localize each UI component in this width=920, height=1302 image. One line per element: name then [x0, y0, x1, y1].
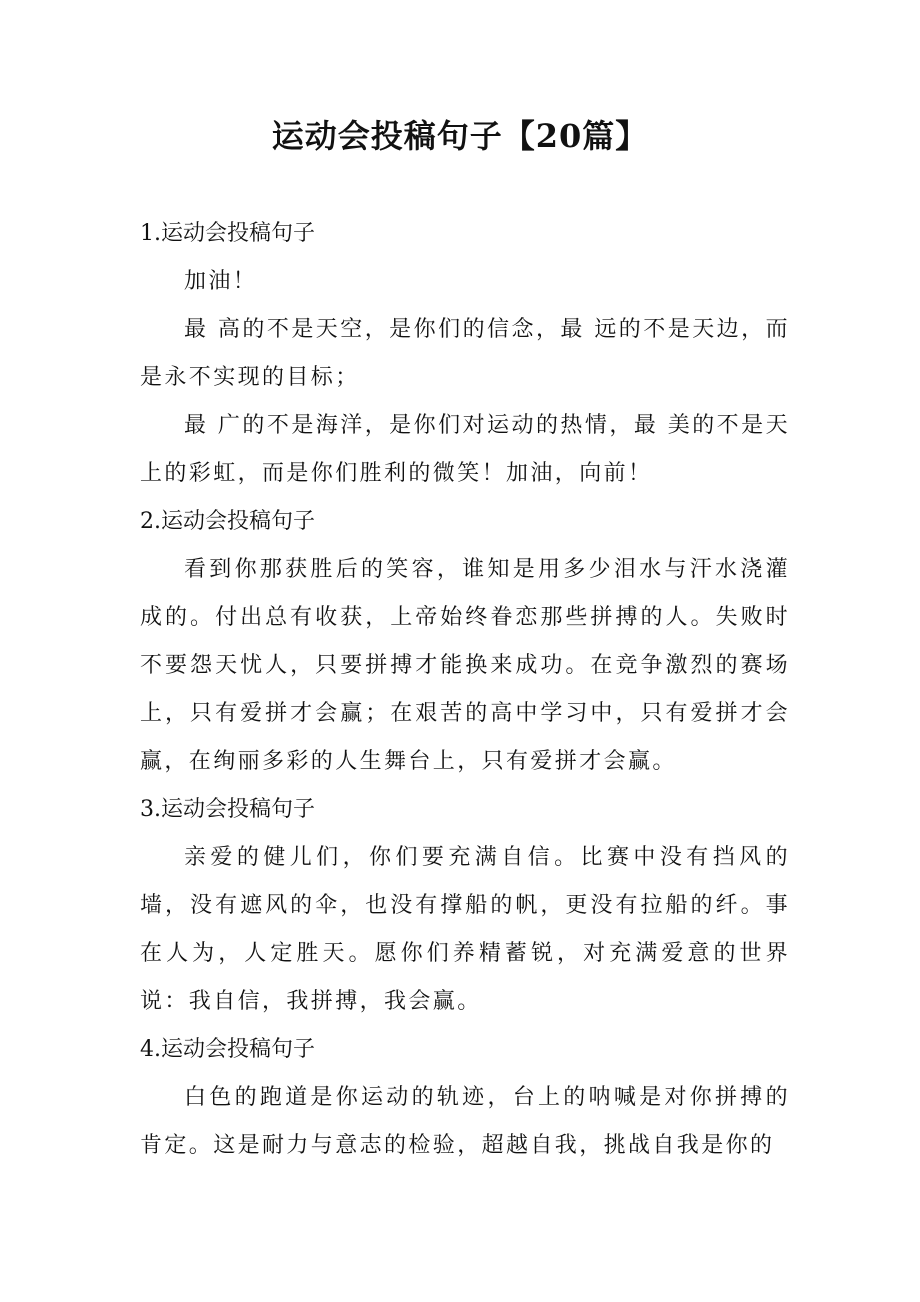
section-heading: 3.运动会投稿句子 [140, 797, 315, 822]
paragraph: 最 广的不是海洋，是你们对运动的热情，最 美的不是天上的彩虹，而是你们胜利的微笑！加油，向前！ [140, 413, 790, 486]
section-1 [140, 210, 790, 498]
paragraph: 白色的跑道是你运动的轨迹，台上的呐喊是对你拼搏的肯定。这是耐力与意志的检验，超越自我，挑战自我是你的 [140, 1085, 790, 1158]
paragraph: 加油！ [184, 269, 258, 294]
section-heading: 2.运动会投稿句子 [140, 509, 315, 534]
paragraph: 亲爱的健儿们，你们要充满自信。比赛中没有挡风的墙，没有遮风的伞，也没有撑船的帆，更没有拉船的纤。事在人为，人定胜天。愿你们养精蓄锐，对充满爱意的世界说：我自信，我拼搏，我会赢。 [140, 845, 790, 1014]
document-body [140, 210, 790, 1170]
section-4 [140, 1026, 790, 1170]
section-heading: 4.运动会投稿句子 [140, 1037, 315, 1062]
section-2 [140, 498, 790, 786]
paragraph: 看到你那获胜后的笑容，谁知是用多少泪水与汗水浇灌成的。付出总有收获，上帝始终眷恋那些拼搏的人。失败时不要怨天忧人，只要拼搏才能换来成功。在竞争激烈的赛场上，只有爱拼才会赢；在艰苦的高中学习中，只有爱拼才会赢，在绚丽多彩的人生舞台上，只有爱拼才会赢。 [140, 557, 790, 774]
section-3 [140, 786, 790, 1026]
document-title: 运动会投稿句子【20篇】 [271, 117, 649, 155]
section-heading: 1.运动会投稿句子 [140, 221, 315, 246]
paragraph: 最 高的不是天空，是你们的信念，最 远的不是天边，而是永不实现的目标； [140, 317, 790, 390]
